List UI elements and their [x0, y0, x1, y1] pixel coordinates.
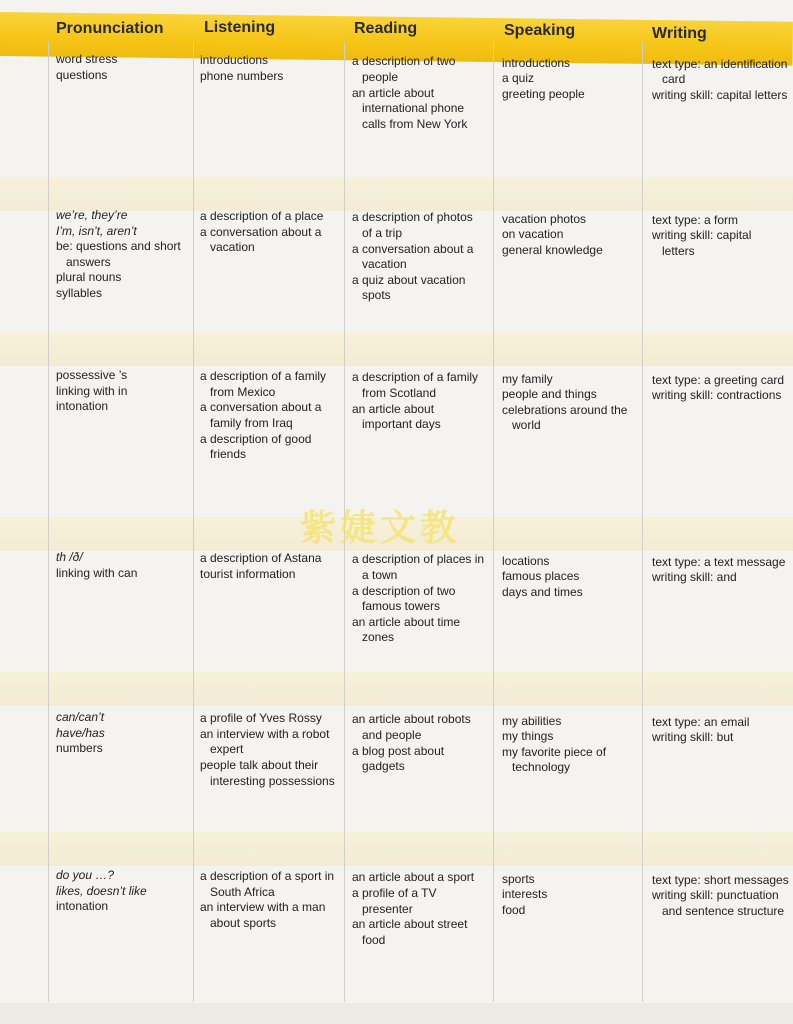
cell-line: famous towers	[362, 599, 441, 614]
watermark: 紫婕文教	[300, 507, 461, 548]
cell-line: writing skill: punctuation	[652, 888, 779, 903]
cell-line: presenter	[362, 901, 413, 916]
cell-line: a description of Astana	[200, 551, 322, 566]
cell-line: vacation photos	[502, 211, 587, 226]
cell-line: interesting possessions	[210, 773, 335, 788]
cell-line: questions	[56, 67, 108, 82]
cell-line: phone numbers	[200, 68, 284, 83]
cell-line: a description of photos	[352, 210, 473, 225]
cell-reading	[352, 712, 492, 774]
cell-line: plural nouns	[56, 270, 122, 285]
cell-reading	[352, 54, 492, 132]
cell-line: my abilities	[502, 713, 562, 728]
cell-line: from Mexico	[210, 384, 276, 399]
cell-line: a description of a family	[200, 369, 327, 384]
cell-line: of a trip	[362, 225, 403, 240]
cell-line: an article about street	[352, 917, 468, 932]
cell-speaking	[502, 212, 640, 259]
cell-line: do you …?	[56, 868, 115, 882]
cell-line: text type: a text message	[652, 554, 786, 569]
cell-reading	[352, 870, 492, 948]
cell-line: syllables	[56, 285, 103, 300]
cell-listening	[200, 551, 342, 582]
cell-line: an interview with a robot	[200, 726, 330, 741]
column-divider	[48, 42, 49, 1002]
column-divider	[642, 42, 643, 1002]
cell-line: world	[512, 418, 541, 433]
cell-line: an article about time	[352, 614, 461, 629]
header-speaking: Speaking	[504, 22, 576, 39]
cell-writing	[652, 213, 790, 260]
cell-line: a profile of a TV	[352, 885, 437, 900]
cell-listening	[200, 53, 342, 84]
cell-line: have/has	[56, 725, 105, 740]
cell-line: spots	[362, 288, 391, 303]
cell-line: a description of good	[200, 431, 312, 446]
cell-line: text type: an identification	[652, 56, 788, 71]
cell-line: writing skill: contractions	[652, 388, 782, 403]
cell-line: text type: short messages	[652, 872, 789, 887]
cell-line: my favorite piece of	[502, 744, 607, 759]
cell-line: a description of a sport in	[200, 869, 335, 884]
cell-line: greeting people	[502, 86, 585, 101]
cell-line: an article about a sport	[352, 870, 475, 885]
header-writing: Writing	[652, 25, 707, 42]
cell-line: a description of two	[352, 54, 456, 69]
cell-pronunciation	[56, 868, 191, 915]
cell-writing	[652, 555, 790, 586]
cell-line: text type: a form	[652, 212, 739, 227]
cell-line: zones	[362, 630, 395, 645]
cell-line: intonation	[56, 899, 109, 914]
cell-line: linking with can	[56, 565, 138, 580]
cell-pronunciation	[56, 710, 191, 757]
cell-line: can/can’t	[56, 710, 105, 724]
cell-listening	[200, 711, 342, 789]
cell-line: and people	[362, 727, 422, 742]
cell-reading	[352, 210, 492, 304]
header-reading: Reading	[354, 20, 418, 37]
header-listening: Listening	[204, 19, 276, 36]
cell-line: an article about	[352, 85, 435, 100]
cell-line: vacation	[362, 257, 407, 272]
cell-line: writing skill: capital	[652, 228, 752, 243]
cell-pronunciation	[56, 550, 191, 581]
cell-writing	[652, 373, 790, 404]
cell-line: a conversation about a	[352, 241, 474, 256]
cell-line: numbers	[56, 741, 103, 756]
cell-line: introductions	[200, 53, 269, 68]
cell-line: an interview with a man	[200, 900, 326, 915]
cell-listening	[200, 869, 342, 931]
cell-line: gadgets	[362, 759, 405, 774]
cell-line: a description of a family	[352, 370, 479, 385]
cell-line: celebrations around the	[502, 402, 628, 417]
cell-line: international phone	[362, 101, 465, 116]
cell-line: people talk about their	[200, 757, 319, 772]
cell-line: my family	[502, 371, 553, 386]
cell-line: general knowledge	[502, 242, 603, 257]
cell-line: letters	[662, 243, 695, 258]
cell-listening	[200, 209, 342, 256]
cell-line: word stress	[56, 52, 118, 66]
cell-listening	[200, 369, 342, 463]
cell-line: likes, doesn’t like	[56, 883, 147, 898]
column-divider	[493, 42, 494, 1002]
cell-line: text type: a greeting card	[652, 372, 785, 387]
cell-line: text type: an email	[652, 714, 750, 729]
column-divider	[193, 42, 194, 1002]
cell-line: and sentence structure	[662, 903, 785, 918]
cell-speaking	[502, 372, 640, 434]
cell-pronunciation	[56, 208, 191, 302]
cell-line: possessive ’s	[56, 368, 128, 382]
row-separator	[0, 332, 793, 366]
cell-reading	[352, 370, 492, 432]
cell-line: friends	[210, 447, 247, 462]
header-pronunciation: Pronunciation	[56, 20, 164, 37]
cell-line: th /ð/	[56, 550, 83, 564]
cell-line: an article about	[352, 401, 435, 416]
cell-speaking	[502, 56, 640, 103]
cell-line: introductions	[502, 55, 571, 70]
cell-line: an article about robots	[352, 712, 471, 727]
cell-line: from Scotland	[362, 385, 437, 400]
cell-line: a description of two	[352, 583, 456, 598]
cell-line: a town	[362, 567, 398, 582]
cell-line: family from Iraq	[210, 415, 293, 430]
cell-line: expert	[210, 742, 244, 757]
cell-speaking	[502, 872, 640, 919]
cell-reading	[352, 552, 492, 646]
cell-writing	[652, 715, 790, 746]
cell-line: writing skill: but	[652, 730, 734, 745]
cell-line: calls from New York	[362, 116, 468, 131]
cell-line: a blog post about	[352, 743, 445, 758]
cell-line: linking with in	[56, 383, 128, 398]
cell-line: a profile of Yves Rossy	[200, 711, 322, 726]
cell-line: interests	[502, 887, 548, 902]
cell-line: important days	[362, 417, 441, 432]
cell-line: be: questions and short	[56, 239, 181, 254]
cell-line: food	[502, 902, 526, 917]
cell-line: I’m, isn’t, aren’t	[56, 223, 137, 238]
cell-line: tourist information	[200, 566, 296, 581]
cell-writing	[652, 873, 790, 920]
page-edge	[0, 1003, 793, 1024]
cell-pronunciation	[56, 368, 191, 415]
cell-line: about sports	[210, 915, 277, 930]
cell-line: writing skill: capital letters	[652, 87, 788, 102]
cell-line: a conversation about a	[200, 224, 322, 239]
cell-line: answers	[66, 254, 111, 269]
cell-line: food	[362, 932, 386, 947]
cell-speaking	[502, 554, 640, 601]
cell-writing	[652, 57, 790, 104]
cell-line: intonation	[56, 399, 109, 414]
cell-line: sports	[502, 871, 535, 886]
cell-line: a quiz about vacation	[352, 272, 466, 287]
cell-line: on vacation	[502, 227, 564, 242]
cell-speaking	[502, 714, 640, 776]
cell-line: people and things	[502, 387, 597, 402]
row-separator	[0, 177, 793, 211]
cell-line: a conversation about a	[200, 400, 322, 415]
cell-line: famous places	[502, 569, 580, 584]
row-separator	[0, 672, 793, 706]
cell-line: writing skill: and	[652, 570, 737, 585]
cell-line: technology	[512, 760, 571, 775]
cell-line: locations	[502, 553, 550, 568]
cell-line: a description of a place	[200, 209, 324, 224]
cell-line: South Africa	[210, 884, 275, 899]
cell-line: we’re, they’re	[56, 208, 128, 222]
cell-pronunciation	[56, 52, 191, 83]
cell-line: days and times	[502, 584, 583, 599]
cell-line: a quiz	[502, 71, 535, 86]
cell-line: a description of places in	[352, 552, 485, 567]
cell-line: vacation	[210, 240, 255, 255]
cell-line: card	[662, 72, 686, 87]
cell-line: my things	[502, 729, 554, 744]
cell-line: people	[362, 69, 399, 84]
row-separator	[0, 832, 793, 866]
